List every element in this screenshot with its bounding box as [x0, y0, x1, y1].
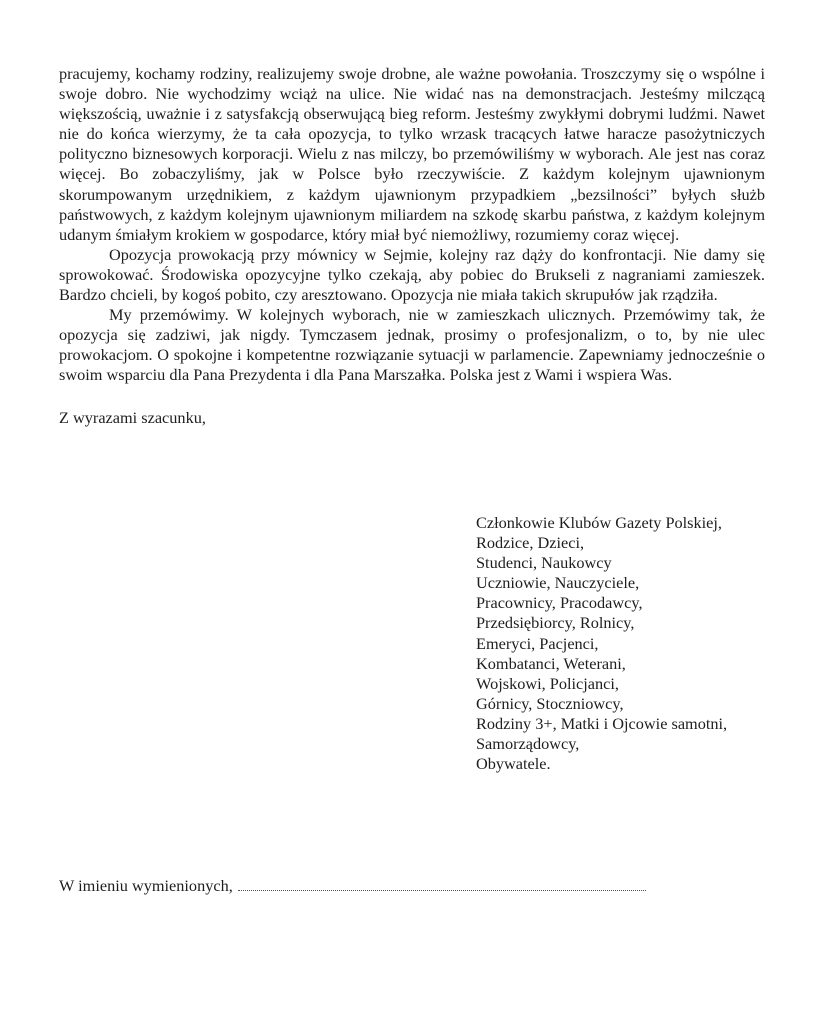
signature-label: W imieniu wymienionych, — [59, 876, 233, 895]
paragraph-1: pracujemy, kochamy rodziny, realizujemy swoje drobne, ale ważne powołania. Troszczymy się o wspólne i swoje dobro. Nie wychodzimy wciąż na ulice. Nie widać nas na demonstracjach. Jesteśmy milczącą większością, uważnie i z satysfakcją obserwującą bieg reform. Jesteśmy zwykłymi dobrymi ludźmi. Nawet nie do końca wierzymy, że ta cała opozycja, to tylko wrzask tracących łatwe haracze pasożytniczych polityczno biznesowych korporacji. Wielu z nas milczy, bo przemówiliśmy w wyborach. Ale jest nas coraz więcej. Bo zobaczyliśmy, jak w Polsce było rzeczywiście. Z każdym kolejnym ujawnionym skorumpowanym urzędnikiem, z każdym ujawnionym przypadkiem „bezsilności” byłych służb państwowych, z każdym kolejnym ujawnionym miliardem na szkodę skarbu państwa, z każdym kolejnym udanym śmiałym krokiem w gospodarce, który miał być niemożliwy, rozumiemy coraz więcej. — [59, 64, 765, 244]
signatory-line: Wojskowi, Policjanci, — [476, 673, 619, 693]
signatory-line: Górnicy, Stoczniowcy, — [476, 693, 624, 713]
signature-line — [59, 876, 646, 896]
signatory-line: Przedsiębiorcy, Rolnicy, — [476, 613, 635, 633]
signatory-line: Uczniowie, Nauczyciele, — [476, 573, 640, 593]
signature-blank-dotted-line[interactable] — [238, 876, 646, 891]
signatories-list — [476, 513, 727, 774]
paragraph-2: Opozycja prowokacją przy mównicy w Sejmie, kolejny raz dąży do konfrontacji. Nie damy się sprowokować. Środowiska opozycyjne tylko czekają, aby pobiec do Brukseli z nagraniami zamieszek. Bardzo chcieli, by kogoś pobito, czy aresztowano. Opozycja nie miała takich skrupułów jak rządziła. — [59, 244, 765, 305]
signatory-line: Rodziny 3+, Matki i Ojcowie samotni, — [476, 713, 728, 733]
signatory-line: Emeryci, Pacjenci, — [476, 633, 599, 653]
signatory-line: Pracownicy, Pracodawcy, — [476, 593, 643, 613]
signatory-line: Samorządowcy, — [476, 734, 580, 754]
signatory-line: Studenci, Naukowcy — [476, 553, 612, 573]
signatory-line: Członkowie Klubów Gazety Polskiej, — [476, 513, 722, 532]
paragraph-3: My przemówimy. W kolejnych wyborach, nie w zamieszkach ulicznych. Przemówimy tak, że opozycja się zadziwi, jak nigdy. Tymczasem jednak, prosimy o profesjonalizm, o to, by nie ulec prowokacjom. O spokojne i kompetentne rozwiązanie sytuacji w parlamencie. Zapewniamy jednocześnie o swoim wsparciu dla Pana Prezydenta i dla Pana Marszałka. Polska jest z Wami i wspiera Was. — [59, 305, 765, 385]
closing-salutation: Z wyrazami szacunku, — [59, 407, 206, 427]
signatory-line: Kombatanci, Weterani, — [476, 653, 626, 673]
letter-body — [59, 64, 765, 428]
signatory-line: Rodzice, Dzieci, — [476, 533, 585, 553]
signatory-line: Obywatele. — [476, 754, 551, 774]
